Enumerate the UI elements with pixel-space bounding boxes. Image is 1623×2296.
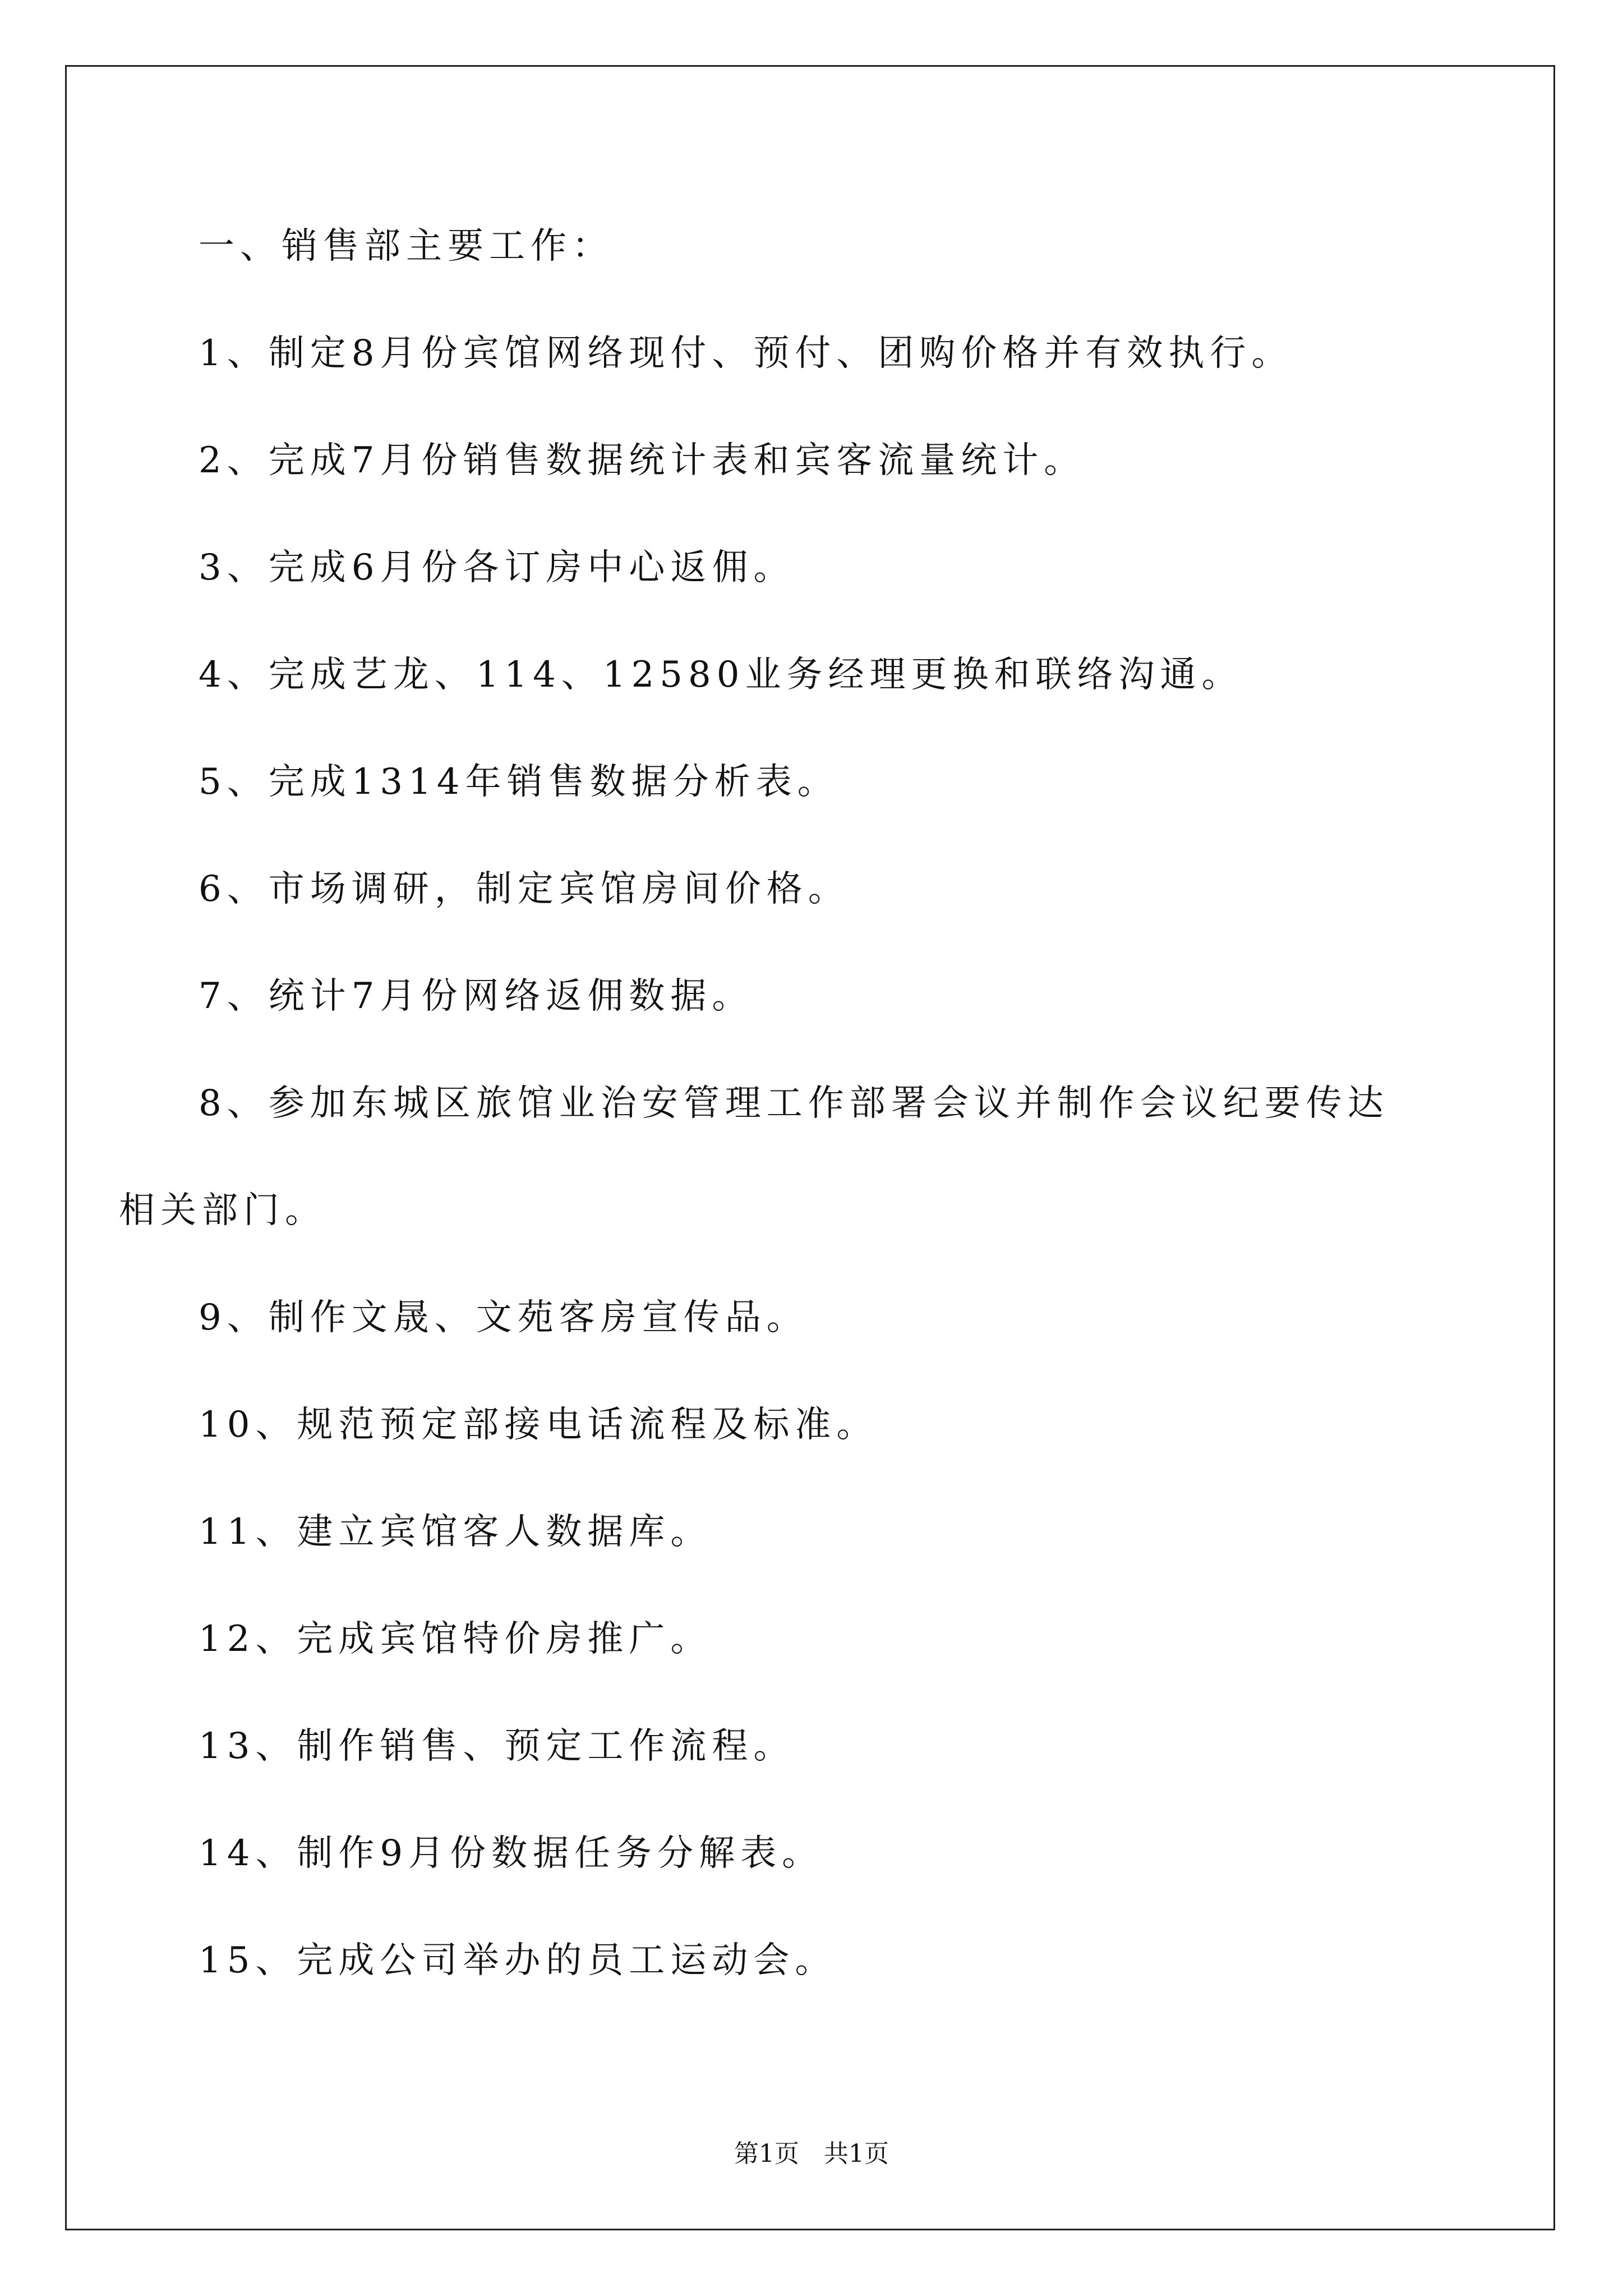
list-item-6: 6、市场调研，制定宾馆房间价格。 — [199, 868, 850, 910]
document-body — [119, 219, 1460, 2041]
list-item-8-continued: 相关部门。 — [119, 1190, 326, 1231]
list-item-9: 9、制作文晟、文苑客房宣传品。 — [199, 1297, 808, 1338]
list-item-14: 14、制作9月份数据任务分解表。 — [199, 1833, 824, 1874]
list-item-8: 8、参加东城区旅馆业治安管理工作部署会议并制作会议纪要传达 — [199, 1083, 1389, 1124]
list-item-5: 5、完成1314年销售数据分析表。 — [199, 761, 839, 803]
list-item-13: 13、制作销售、预定工作流程。 — [199, 1726, 795, 1767]
list-item-4: 4、完成艺龙、114、12580业务经理更换和联络沟通。 — [199, 654, 1243, 696]
list-item-3: 3、完成6月份各订房中心返佣。 — [199, 547, 795, 588]
list-item-12: 12、完成宾馆特价房推广。 — [199, 1618, 712, 1660]
section-heading: 一、销售部主要工作： — [199, 226, 614, 267]
list-item-10: 10、规范预定部接电话流程及标准。 — [199, 1404, 878, 1446]
list-item-15: 15、完成公司举办的员工运动会。 — [199, 1940, 837, 1981]
list-item-1: 1、制定8月份宾馆网络现付、预付、团购价格并有效执行。 — [199, 333, 1293, 374]
list-item-7: 7、统计7月份网络返佣数据。 — [199, 976, 754, 1017]
list-item-11: 11、建立宾馆客人数据库。 — [199, 1511, 712, 1553]
page-footer: 第1页 共1页 — [734, 2139, 889, 2168]
list-item-2: 2、完成7月份销售数据统计表和宾客流量统计。 — [199, 440, 1086, 481]
